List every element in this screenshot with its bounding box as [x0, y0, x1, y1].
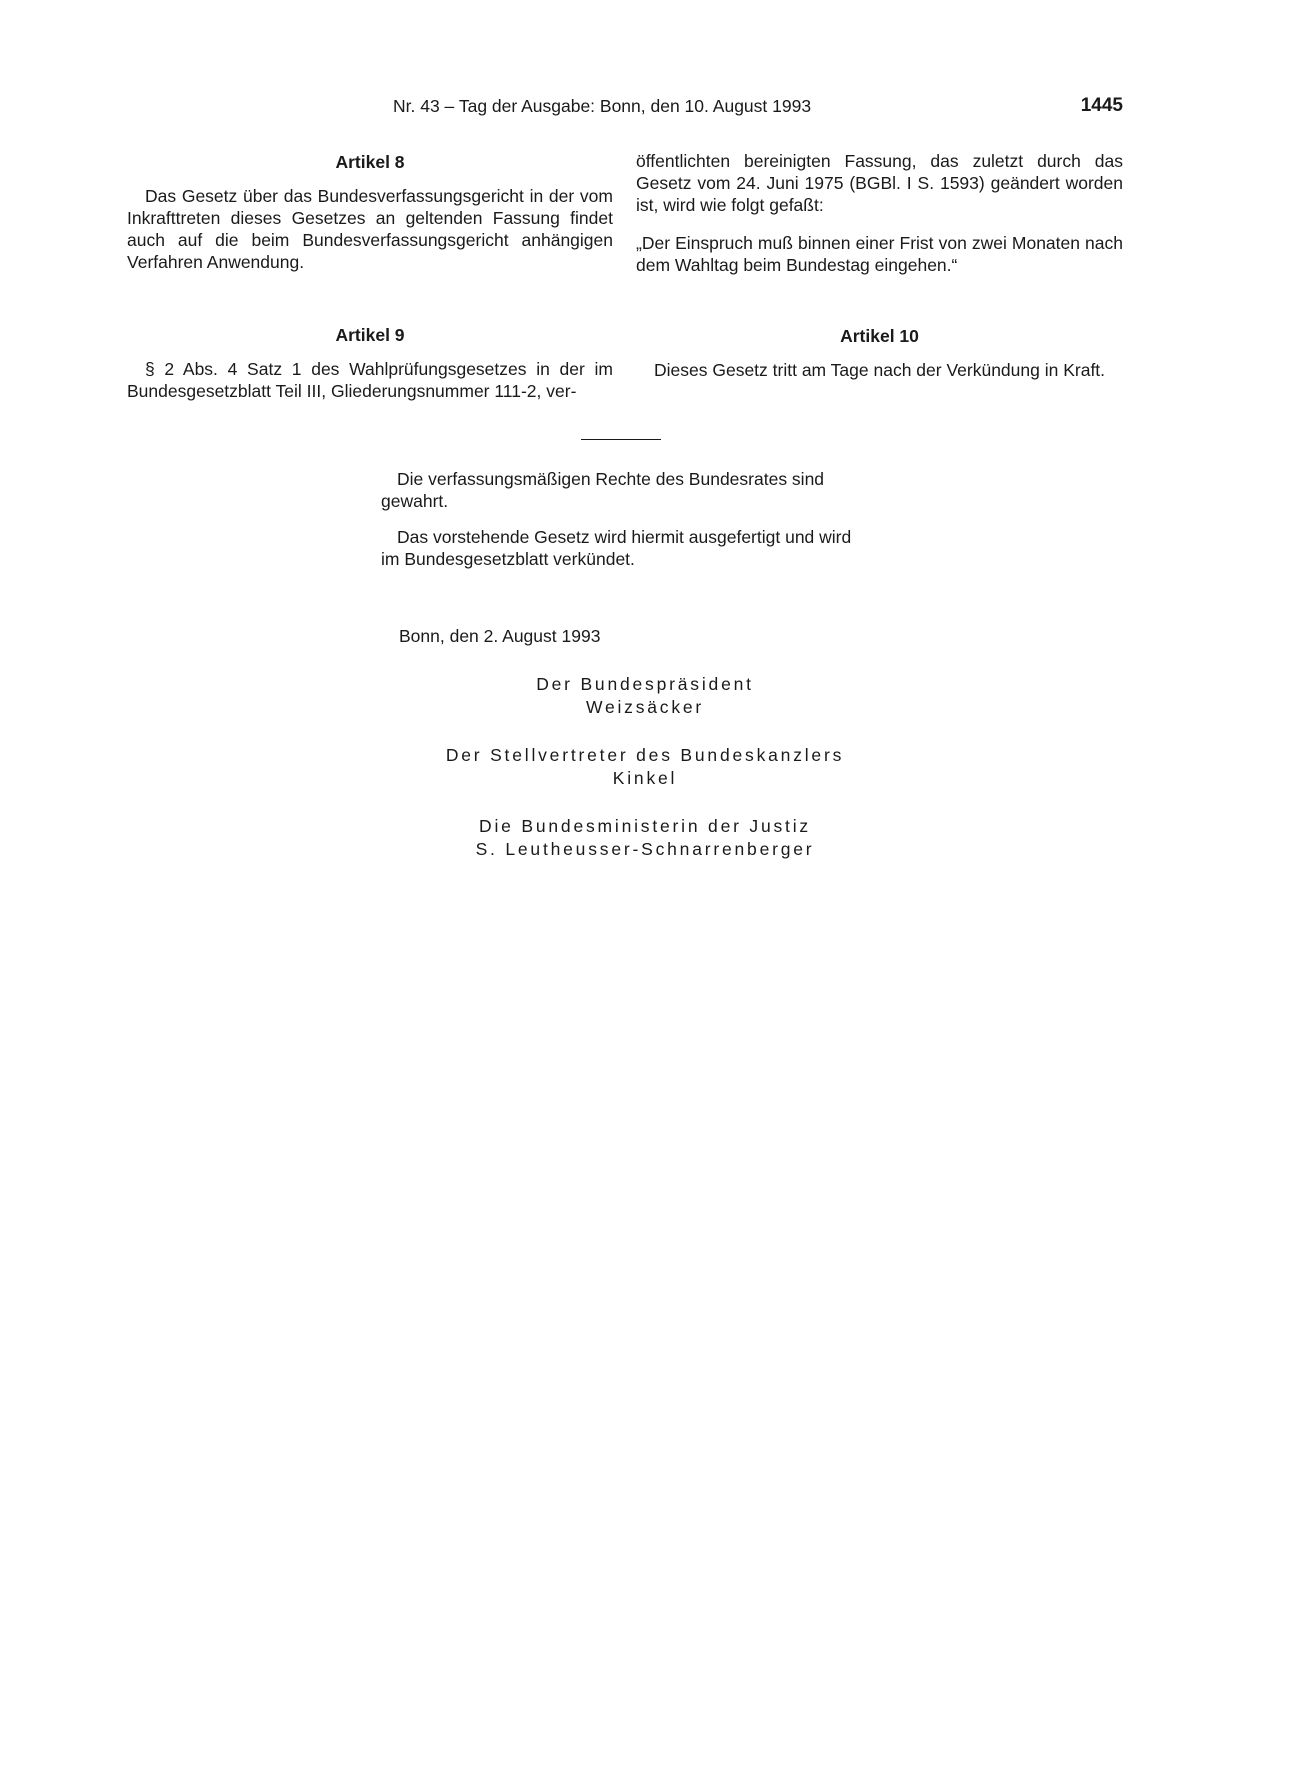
artikel-9	[127, 324, 613, 402]
artikel-8	[127, 151, 613, 273]
closing-rights-text: Die verfassungsmäßigen Rechte des Bundesrates sind gewahrt.	[381, 469, 825, 511]
place-date: Bonn, den 2. August 1993	[399, 626, 601, 646]
artikel-10-text: Dieses Gesetz tritt am Tage nach der Verkündung in Kraft.	[654, 360, 1106, 380]
artikel-9-continuation	[636, 150, 1123, 276]
signature-stellvertreter	[300, 744, 990, 790]
artikel-9-text-continued: öffentlichten bereinigten Fassung, das zuletzt durch das Gesetz vom 24. Juni 1975 (BGBl. I S. 1593) geändert worden ist, wird wie folgt gefaßt:	[636, 151, 1123, 215]
closing-promulgation-text: Das vorstehende Gesetz wird hiermit ausgefertigt und wird im Bundesgesetzblatt verkündet.	[381, 527, 852, 569]
separator-line	[581, 439, 661, 440]
signature-name: S. Leutheusser-Schnarrenberger	[475, 839, 815, 859]
issue-line: Nr. 43 – Tag der Ausgabe: Bonn, den 10. August 1993	[393, 96, 812, 116]
closing-rights	[381, 468, 866, 512]
artikel-9-quote: „Der Einspruch muß binnen einer Frist von zwei Monaten nach dem Wahltag beim Bundestag eingehen.“	[636, 233, 1123, 275]
artikel-10	[636, 325, 1123, 381]
signature-justizministerin	[300, 815, 990, 861]
artikel-10-heading: Artikel 10	[840, 326, 919, 346]
page-number: 1445	[1080, 95, 1123, 116]
signature-name: Weizsäcker	[585, 697, 705, 717]
signature-name: Kinkel	[612, 768, 678, 788]
artikel-8-heading: Artikel 8	[335, 152, 405, 172]
artikel-9-text: § 2 Abs. 4 Satz 1 des Wahlprüfungsgesetzes in der im Bundesgesetzblatt Teil III, Gliederungsnummer 111-2, ver-	[127, 359, 613, 401]
signature-title: Die Bundesministerin der Justiz	[479, 816, 811, 836]
signature-bundespraesident	[300, 673, 990, 719]
artikel-8-text: Das Gesetz über das Bundesverfassungsgericht in der vom Inkrafttreten dieses Gesetzes an geltenden Fassung findet auch auf die beim Bundesverfassungsgericht anhängigen Verfahren Anwendung.	[127, 186, 613, 272]
artikel-9-heading: Artikel 9	[335, 325, 405, 345]
closing-promulgation	[381, 526, 866, 570]
signature-title: Der Stellvertreter des Bundeskanzlers	[445, 745, 845, 765]
page-header	[127, 95, 1123, 121]
signature-title: Der Bundespräsident	[536, 674, 754, 694]
